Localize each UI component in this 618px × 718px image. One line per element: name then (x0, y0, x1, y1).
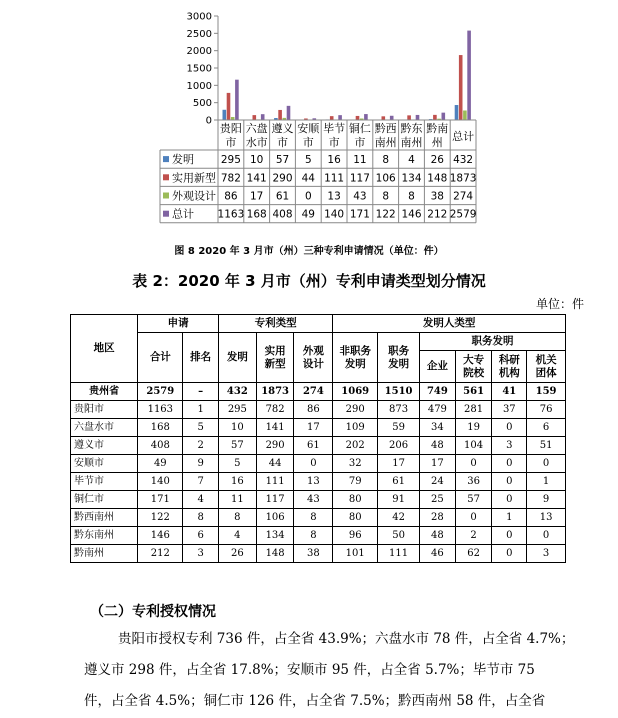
data-table-value: 5 (304, 154, 312, 167)
table-cell: 0 (455, 455, 492, 473)
table-cell: 13 (294, 473, 333, 491)
data-table-value: 86 (224, 190, 238, 203)
header-patent-type: 专利类型 (218, 315, 332, 333)
legend-label: 外观设计 (172, 189, 216, 203)
table-cell-region: 黔西南州 (71, 509, 138, 527)
data-table-value: 17 (250, 190, 264, 203)
patent-bar-chart (0, 0, 618, 240)
bar (261, 114, 265, 120)
category-label: 黔南 (426, 122, 449, 135)
table-cell: 44 (256, 455, 294, 473)
bar (382, 116, 386, 120)
table-cell: 1069 (333, 383, 378, 401)
table-cell: 0 (492, 419, 527, 437)
table-cell: 2 (183, 437, 219, 455)
table-row (71, 437, 566, 455)
table-cell: 1163 (138, 401, 183, 419)
data-table-value: 2579 (449, 208, 477, 221)
legend-label: 发明 (172, 153, 194, 167)
bar (459, 55, 463, 120)
bar (287, 106, 291, 120)
data-table-value: 44 (301, 172, 315, 185)
table-cell: 146 (138, 527, 183, 545)
table-cell: 8 (183, 509, 219, 527)
table-cell: 57 (218, 437, 256, 455)
data-table-value: 134 (401, 172, 422, 185)
table-cell: 9 (183, 455, 219, 473)
header-college: 大专 院校 (455, 351, 492, 383)
data-table-value: 782 (220, 172, 241, 185)
table-cell: 79 (333, 473, 378, 491)
data-table-value: 26 (430, 154, 444, 167)
table-row (71, 491, 566, 509)
header-enterprise: 企业 (420, 351, 456, 383)
table-cell: 6 (527, 419, 566, 437)
table-cell: 36 (455, 473, 492, 491)
header-service: 职务 发明 (378, 333, 420, 383)
table-cell: 0 (492, 545, 527, 563)
table-cell: 0 (527, 527, 566, 545)
data-table-value: 8 (382, 154, 390, 167)
header-total: 合计 (138, 333, 183, 383)
table-cell: 5 (218, 455, 256, 473)
table-body (71, 383, 566, 563)
y-tick-label: 2000 (186, 46, 212, 58)
header-nonservice: 非职务 发明 (333, 333, 378, 383)
header-utility: 实用 新型 (256, 333, 294, 383)
category-label: 水市 (245, 136, 268, 149)
bar (253, 115, 257, 120)
table-cell: 104 (455, 437, 492, 455)
table-cell: 873 (378, 401, 420, 419)
category-label: 铜仁 (348, 122, 371, 135)
unit-label: 单位：件 (535, 297, 584, 311)
y-tick-label: 2500 (186, 28, 212, 40)
table-cell: 274 (294, 383, 333, 401)
data-table-value: 10 (250, 154, 264, 167)
table-cell: 80 (333, 491, 378, 509)
data-table-value: 106 (375, 172, 396, 185)
data-table-value: 43 (353, 190, 367, 203)
table-cell: 111 (378, 545, 420, 563)
table-cell: 148 (256, 545, 294, 563)
legend-label: 总计 (172, 207, 194, 221)
table-cell: 134 (256, 527, 294, 545)
data-table-value: 1163 (217, 208, 245, 221)
table-cell: 117 (256, 491, 294, 509)
table-cell: 8 (218, 509, 256, 527)
table-cell: 0 (455, 509, 492, 527)
table-cell: 109 (333, 419, 378, 437)
data-table-value: 295 (220, 154, 241, 167)
data-table-value: 274 (453, 190, 474, 203)
table-cell: 159 (527, 383, 566, 401)
table-cell: 24 (420, 473, 456, 491)
section-heading: （二）专利授权情况 (90, 604, 216, 620)
table-cell: 168 (138, 419, 183, 437)
table-cell: 61 (294, 437, 333, 455)
category-label: 黔西 (374, 122, 397, 135)
bar (467, 31, 471, 120)
table-cell: 749 (420, 383, 456, 401)
category-label: 毕节 (323, 122, 346, 135)
table-cell: 25 (420, 491, 456, 509)
data-table-value: 11 (353, 154, 367, 167)
header-invention: 发明 (218, 333, 256, 383)
table-cell-region: 六盘水市 (71, 419, 138, 437)
header-apply: 申请 (138, 315, 219, 333)
table-cell: 479 (420, 401, 456, 419)
category-label: 南州 (374, 136, 397, 149)
data-table-value: 61 (275, 190, 290, 203)
bar (235, 80, 239, 120)
y-tick-label: 0 (205, 115, 212, 127)
table-cell: 782 (256, 401, 294, 419)
legend-key (163, 174, 169, 180)
category-label: 市 (277, 136, 288, 149)
category-label: 遵义 (271, 122, 294, 135)
legend-key (163, 193, 169, 199)
category-label: 市 (328, 136, 340, 149)
legend-label: 实用新型 (172, 171, 216, 185)
data-table-value: 8 (408, 190, 415, 203)
paragraph-line: 遵义市 298 件，占全省 17.8%；安顺市 95 件，占全省 5.7%；毕节市 75 (84, 662, 535, 678)
table-cell: 86 (294, 401, 333, 419)
data-table-value: 140 (324, 208, 345, 221)
legend-key (163, 156, 169, 162)
table-cell-region: 毕节市 (71, 473, 138, 491)
table-cell: 59 (378, 419, 420, 437)
bar (407, 115, 411, 120)
table-cell: 1 (492, 509, 527, 527)
y-tick-label: 1000 (186, 80, 212, 92)
header-research: 科研 机构 (492, 351, 527, 383)
table-cell: 48 (420, 527, 456, 545)
data-table-value: 4 (408, 154, 415, 167)
table-cell: 0 (492, 527, 527, 545)
data-table-value: 13 (327, 190, 341, 203)
data-table-value: 1873 (449, 172, 477, 185)
table-cell: 432 (218, 383, 256, 401)
table-cell: 43 (294, 491, 333, 509)
table-cell: 61 (378, 473, 420, 491)
table-cell: 2579 (138, 383, 183, 401)
bar (223, 110, 227, 120)
table-cell: 295 (218, 401, 256, 419)
category-label: 贵阳 (219, 122, 242, 135)
table-cell-region: 贵州省 (71, 383, 138, 401)
data-table-value: 168 (246, 208, 267, 221)
data-table-value: 212 (427, 208, 448, 221)
bar (433, 115, 437, 120)
category-label: 州 (431, 136, 443, 149)
data-table-value: 290 (272, 172, 293, 185)
table-row (71, 527, 566, 545)
table-cell-region: 贵阳市 (71, 401, 138, 419)
category-label: 总计 (452, 130, 475, 143)
table-cell: 17 (378, 455, 420, 473)
header-rank: 排名 (183, 333, 219, 383)
table-cell: 0 (527, 455, 566, 473)
table-cell: 6 (183, 527, 219, 545)
figure-caption: 图 8 2020 年 3 月市（州）三种专利申请情况（单位：件） (174, 246, 444, 257)
table-cell: 4 (183, 491, 219, 509)
category-label: 南州 (400, 136, 423, 149)
table-row (71, 419, 566, 437)
table-cell: 8 (294, 527, 333, 545)
table-cell: 48 (420, 437, 456, 455)
table-cell: 212 (138, 545, 183, 563)
table-cell: 1873 (256, 383, 294, 401)
bar (338, 115, 342, 120)
header-service-detail: 职务发明 (420, 333, 566, 351)
table-cell-region: 遵义市 (71, 437, 138, 455)
table-cell: 281 (455, 401, 492, 419)
data-table-value: 141 (246, 172, 267, 185)
table-cell: 0 (492, 491, 527, 509)
data-table-value: 408 (272, 208, 293, 221)
table-row (71, 455, 566, 473)
table-cell: 0 (294, 455, 333, 473)
data-table-value: 57 (275, 154, 290, 167)
patent-type-table (70, 314, 566, 563)
table-cell: 202 (333, 437, 378, 455)
bar (330, 116, 334, 120)
data-table-value: 432 (453, 154, 474, 167)
bar (227, 93, 231, 120)
table-cell: 290 (333, 401, 378, 419)
table-cell: 10 (218, 419, 256, 437)
table-cell-region: 安顺市 (71, 455, 138, 473)
category-label: 市 (354, 136, 366, 149)
table-cell-region: 黔南州 (71, 545, 138, 563)
table-cell-region: 铜仁市 (71, 491, 138, 509)
bar (442, 113, 446, 120)
table-cell: 51 (527, 437, 566, 455)
table-cell: 1 (527, 473, 566, 491)
y-tick-label: 3000 (186, 11, 212, 23)
table-row (71, 401, 566, 419)
table-cell: 9 (527, 491, 566, 509)
table-cell: 91 (378, 491, 420, 509)
data-table-value: 8 (382, 190, 390, 203)
table-cell: 3 (183, 545, 219, 563)
table-row (71, 473, 566, 491)
bar (455, 105, 459, 120)
table-row (71, 509, 566, 527)
bar (416, 115, 420, 120)
data-table-value: 111 (324, 172, 345, 185)
table-cell: 171 (138, 491, 183, 509)
category-label: 市 (225, 136, 237, 149)
table-cell: 122 (138, 509, 183, 527)
category-label: 六盘 (245, 122, 268, 135)
table-cell: – (183, 383, 219, 401)
table-cell: 16 (218, 473, 256, 491)
table-cell: 8 (294, 509, 333, 527)
table-cell: 76 (527, 401, 566, 419)
header-region: 地区 (71, 315, 138, 383)
category-label: 安顺 (297, 122, 320, 135)
legend-key (163, 211, 169, 217)
table-cell: 140 (138, 473, 183, 491)
table-cell: 2 (455, 527, 492, 545)
table-cell: 290 (256, 437, 294, 455)
data-table-value: 16 (327, 154, 341, 167)
data-table-value: 0 (304, 190, 312, 203)
table-cell: 101 (333, 545, 378, 563)
y-tick-label: 1500 (186, 63, 212, 75)
table-cell: 34 (420, 419, 456, 437)
section-paragraph (84, 624, 604, 717)
table-cell: 13 (527, 509, 566, 527)
data-table-value: 148 (427, 172, 448, 185)
table-title: 表 2：2020 年 3 月市（州）专利申请类型划分情况 (132, 272, 486, 290)
table-cell: 96 (333, 527, 378, 545)
data-table-value: 171 (349, 208, 370, 221)
table-cell: 7 (183, 473, 219, 491)
category-label: 市 (302, 136, 314, 149)
table-cell-region: 黔东南州 (71, 527, 138, 545)
table-cell: 141 (256, 419, 294, 437)
data-table-value: 38 (430, 190, 444, 203)
table-cell: 46 (420, 545, 456, 563)
table-cell: 49 (138, 455, 183, 473)
data-table-value: 49 (301, 208, 315, 221)
category-label: 黔东 (400, 122, 423, 135)
table-cell: 5 (183, 419, 219, 437)
paragraph-line: 件，占全省 4.5%；铜仁市 126 件，占全省 7.5%；黔西南州 58 件，占全省 (84, 693, 546, 709)
table-cell: 111 (256, 473, 294, 491)
table-cell: 3 (527, 545, 566, 563)
data-table-value: 117 (349, 172, 370, 185)
table-cell: 80 (333, 509, 378, 527)
bar (364, 114, 368, 120)
bar (356, 116, 360, 120)
table-cell: 106 (256, 509, 294, 527)
table-cell: 206 (378, 437, 420, 455)
table-cell: 19 (455, 419, 492, 437)
table-cell: 28 (420, 509, 456, 527)
header-org: 机关 团体 (527, 351, 566, 383)
y-tick-label: 500 (192, 98, 212, 110)
table-cell: 57 (455, 491, 492, 509)
table-cell: 3 (492, 437, 527, 455)
header-inventor-type: 发明人类型 (333, 315, 566, 333)
table-cell: 38 (294, 545, 333, 563)
table-cell: 1510 (378, 383, 420, 401)
table-row (71, 545, 566, 563)
bar (463, 111, 467, 120)
bar (278, 110, 282, 120)
table-cell: 26 (218, 545, 256, 563)
table-cell: 37 (492, 401, 527, 419)
table-cell: 41 (492, 383, 527, 401)
table-total-row (71, 383, 566, 401)
table-cell: 408 (138, 437, 183, 455)
table-cell: 561 (455, 383, 492, 401)
table-cell: 62 (455, 545, 492, 563)
table-cell: 1 (183, 401, 219, 419)
table-cell: 0 (492, 455, 527, 473)
header-design: 外观 设计 (294, 333, 333, 383)
table-cell: 42 (378, 509, 420, 527)
bar (390, 116, 394, 120)
paragraph-line: 贵阳市授权专利 736 件，占全省 43.9%；六盘水市 78 件，占全省 4.7%； (118, 631, 575, 647)
table-cell: 0 (492, 473, 527, 491)
table-cell: 50 (378, 527, 420, 545)
data-table-value: 122 (375, 208, 396, 221)
table-cell: 4 (218, 527, 256, 545)
table-cell: 17 (420, 455, 456, 473)
table-cell: 11 (218, 491, 256, 509)
data-table-value: 146 (401, 208, 422, 221)
table-cell: 32 (333, 455, 378, 473)
table-cell: 17 (294, 419, 333, 437)
